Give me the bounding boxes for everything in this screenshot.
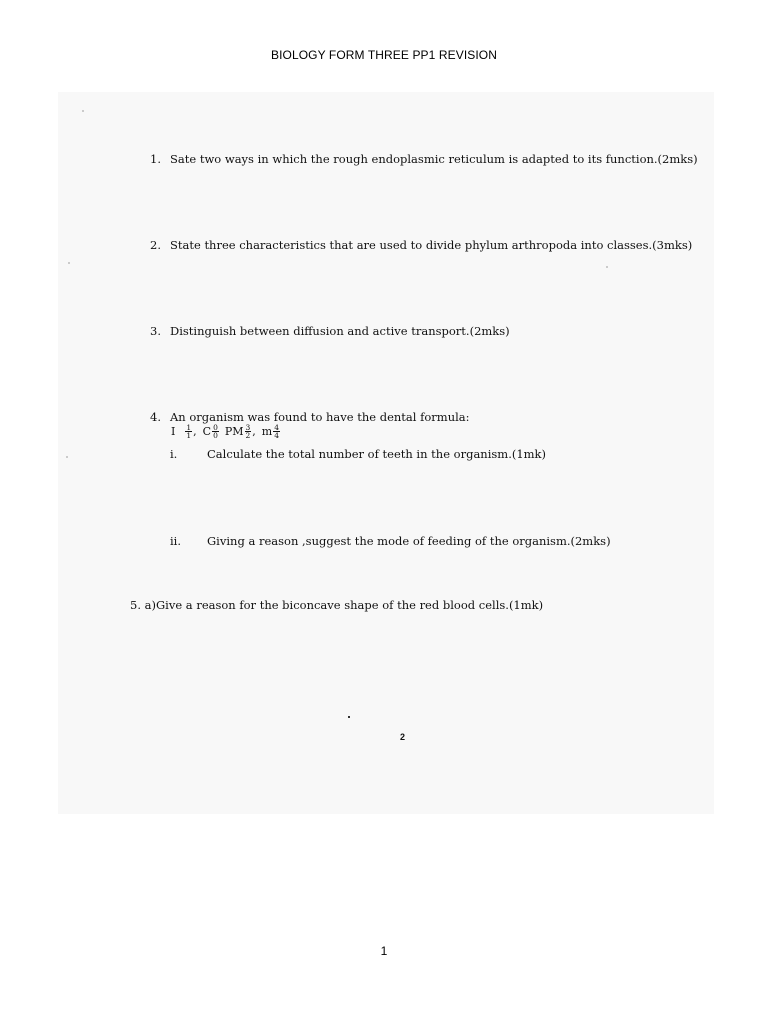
part-text: Giving a reason ,suggest the mode of feeding of the organism.(2mks) xyxy=(207,534,611,548)
formula-premolar: PM $\frac{3}{2}$ , xyxy=(224,423,256,440)
formula-fraction: $\frac{4}{4}$ xyxy=(274,423,280,440)
question-text: Sate two ways in which the rough endoplasmic reticulum is adapted to its function.(2mks) xyxy=(170,152,698,166)
page-number: 1 xyxy=(380,944,388,958)
scan-speck xyxy=(606,266,608,268)
question-1 xyxy=(150,152,698,166)
question-number: 3. xyxy=(150,324,161,338)
question-text: a)Give a reason for the biconcave shape of the red blood cells.(1mk) xyxy=(144,598,544,612)
question-text: An organism was found to have the dental formula: xyxy=(170,410,470,424)
formula-molar xyxy=(262,424,280,439)
question-text: State three characteristics that are used to divide phylum arthropoda into classes.(3mks) xyxy=(170,238,693,252)
question-text: Distinguish between diffusion and active transport.(2mks) xyxy=(170,324,510,338)
question-number: 5. xyxy=(130,598,141,612)
formula-label: C xyxy=(202,425,212,438)
formula-canine xyxy=(203,424,219,439)
question-4-part-i xyxy=(170,447,546,461)
question-5 xyxy=(130,598,543,612)
scanned-page-number: 2 xyxy=(400,732,406,742)
question-2 xyxy=(150,238,692,252)
scan-speck xyxy=(82,110,84,112)
question-number: 4. xyxy=(150,410,161,424)
question-4 xyxy=(150,410,470,424)
part-label: ii. xyxy=(170,534,182,548)
formula-label: I xyxy=(171,425,176,438)
formula-incisor: I $\frac{1}{1}$ , xyxy=(171,423,197,440)
question-4-part-ii xyxy=(170,534,611,548)
scan-speck xyxy=(66,456,68,458)
question-number: 2. xyxy=(150,238,161,252)
scan-dot xyxy=(348,716,350,718)
part-label: i. xyxy=(170,447,178,461)
question-number: 1. xyxy=(150,152,161,166)
scan-speck xyxy=(68,262,70,264)
formula-fraction: $\frac{3}{2}$ xyxy=(245,423,251,440)
formula-fraction: $\frac{1}{1}$ xyxy=(186,423,192,440)
question-3 xyxy=(150,324,510,338)
part-text: Calculate the total number of teeth in the organism.(1mk) xyxy=(207,447,547,461)
dental-formula xyxy=(171,424,280,439)
formula-label: m xyxy=(261,425,273,438)
formula-fraction: $\frac{0}{0}$ xyxy=(213,423,218,440)
document-header: BIOLOGY FORM THREE PP1 REVISION xyxy=(270,48,498,62)
formula-label: PM xyxy=(224,425,244,438)
